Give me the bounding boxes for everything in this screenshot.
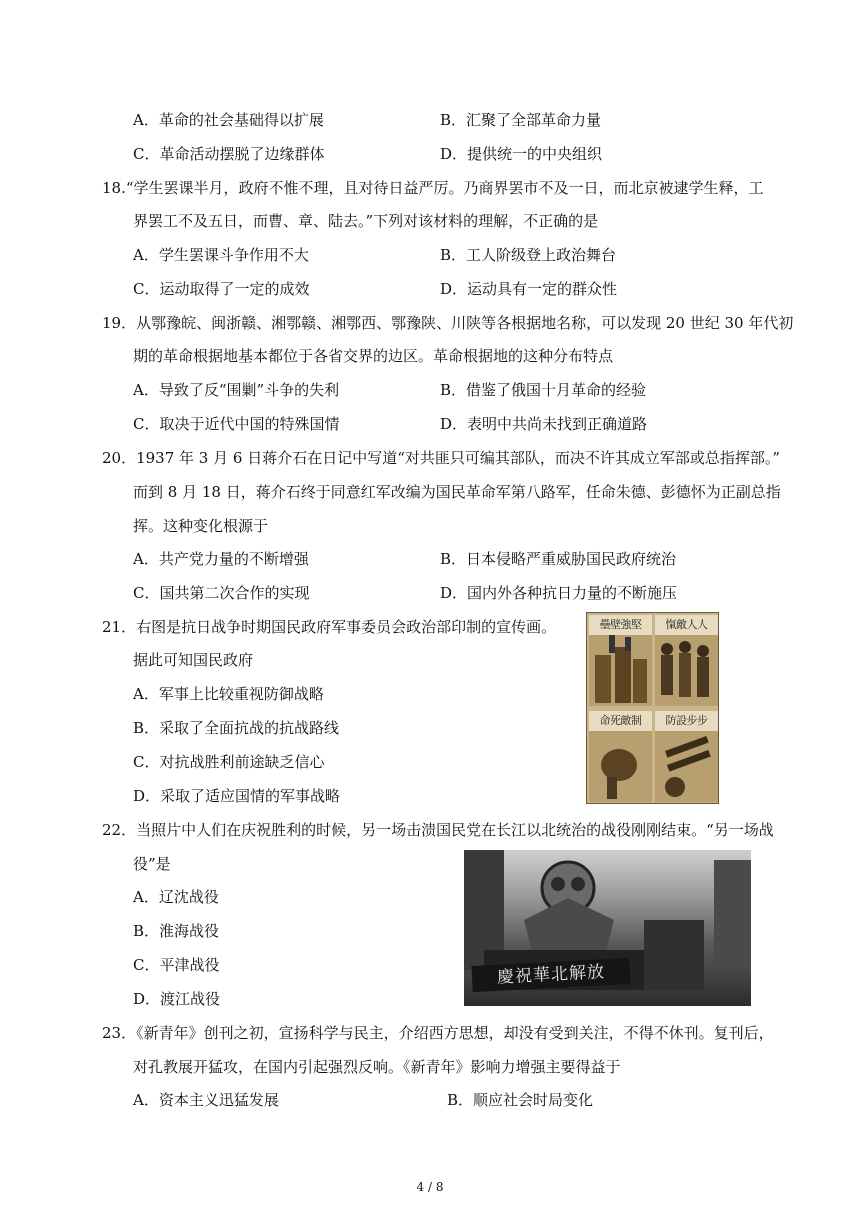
- q23-stem-line-2: 对孔教展开猛攻，在国内引起强烈反响。《新青年》影响力增强主要得益于: [133, 1058, 621, 1076]
- q20-option-b: B．日本侵略严重威胁国民政府统治: [440, 550, 677, 568]
- poster-panel-fortress: [589, 615, 652, 706]
- q23-option-b: B．顺应社会时局变化: [447, 1091, 594, 1109]
- q22-stem-line-1: 22．当照片中人们在庆祝胜利的时候，另一场击溃国民党在长江以北统治的战役刚刚结束。“另一场战: [102, 821, 774, 839]
- q17-option-d: D．提供统一的中央组织: [440, 145, 603, 163]
- poster-caption-2: 愾敵人人: [655, 615, 718, 635]
- q19-option-b: B．借鉴了俄国十月革命的经验: [440, 381, 647, 399]
- q19-option-c: C．取决于近代中国的特殊国情: [133, 415, 340, 433]
- q19-option-d: D．表明中共尚未找到正确道路: [440, 415, 648, 433]
- q20-option-c: C．国共第二次合作的实现: [133, 584, 310, 602]
- photo-banner: 慶祝華北解放: [471, 958, 630, 992]
- q23-stem-line-1: 23．《新青年》创刊之初，宣扬科学与民主，介绍西方思想，却没有受到关注，不得不休刊。复刊后，: [102, 1024, 774, 1042]
- page-number: 4 / 8: [416, 1180, 444, 1194]
- q18-option-d: D．运动具有一定的群众性: [440, 280, 618, 298]
- q18-option-b: B．工人阶级登上政治舞台: [440, 246, 617, 264]
- q18-option-a: A．学生罢课斗争作用不大: [133, 246, 309, 264]
- propaganda-poster-image: [586, 612, 719, 804]
- q23-option-a: A．资本主义迅猛发展: [133, 1091, 279, 1109]
- q19-option-a: A．导致了反“围剿”斗争的失利: [133, 381, 340, 399]
- q21-stem-line-2: 据此可知国民政府: [133, 651, 254, 669]
- q20-stem-line-1: 20．1937 年 3 月 6 日蒋介石在日记中写道“对共匪只可编其部队，而决不许其成立军部或总指挥部。”: [102, 449, 781, 467]
- q20-stem-line-3: 挥。这种变化根源于: [133, 517, 269, 535]
- q19-stem-line-1: 19．从鄂豫皖、闽浙赣、湘鄂赣、湘鄂西、鄂豫陕、川陕等各根据地名称，可以发现 20 世纪 30 年代初: [102, 314, 794, 332]
- q20-option-d: D．国内外各种抗日力量的不断施压: [440, 584, 678, 602]
- q18-stem-line-2: 界罢工不及五日，而曹、章、陆去。”下列对该材料的理解，不正确的是: [133, 212, 599, 230]
- q20-stem-line-2: 而到 8 月 18 日，蒋介石终于同意红军改编为国民革命军第八路军，任命朱德、彭德怀为正副总指: [133, 483, 781, 501]
- artillery-icon: [655, 731, 718, 802]
- q22-option-c: C．平津战役: [133, 956, 220, 974]
- poster-caption-4: 防設步步: [655, 711, 718, 731]
- q18-stem-line-1: 18.“学生罢课半月，政府不惟不理，且对待日益严厉。乃商界罢市不及一日，而北京被逮学生释，工: [102, 179, 764, 197]
- poster-panel-artillery: [655, 711, 718, 802]
- q21-option-a: A．军事上比较重视防御战略: [133, 685, 324, 703]
- q18-option-c: C．运动取得了一定的成效: [133, 280, 310, 298]
- q17-option-b: B．汇聚了全部革命力量: [440, 111, 602, 129]
- q22-option-b: B．淮海战役: [133, 922, 220, 940]
- q22-option-d: D．渡江战役: [133, 990, 221, 1008]
- poster-caption-3: 命死敵制: [589, 711, 652, 731]
- q21-option-b: B．采取了全面抗战的抗战路线: [133, 719, 340, 737]
- q17-option-c: C．革命活动摆脱了边缘群体: [133, 145, 325, 163]
- q22-option-a: A．辽沈战役: [133, 888, 219, 906]
- q20-option-a: A．共产党力量的不断增强: [133, 550, 309, 568]
- poster-panel-soldiers: [655, 615, 718, 706]
- q19-stem-line-2: 期的革命根据地基本都位于各省交界的边区。革命根据地的这种分布特点: [133, 347, 614, 365]
- poster-caption-1: 壘壁強堅: [589, 615, 652, 635]
- q21-stem-line-1: 21．右图是抗日战争时期国民政府军事委员会政治部印制的宣传画。: [102, 618, 557, 636]
- q17-option-a: A．革命的社会基础得以扩展: [133, 111, 324, 129]
- q21-option-c: C．对抗战胜利前途缺乏信心: [133, 753, 325, 771]
- q21-option-d: D．采取了适应国情的军事战略: [133, 787, 341, 805]
- poster-panel-fist: [589, 711, 652, 802]
- victory-parade-photo: [464, 850, 751, 1006]
- fortress-wall-icon: [589, 635, 652, 706]
- q22-stem-line-2: 役”是: [133, 855, 171, 873]
- fist-icon: [589, 731, 652, 802]
- soldiers-icon: [655, 635, 718, 706]
